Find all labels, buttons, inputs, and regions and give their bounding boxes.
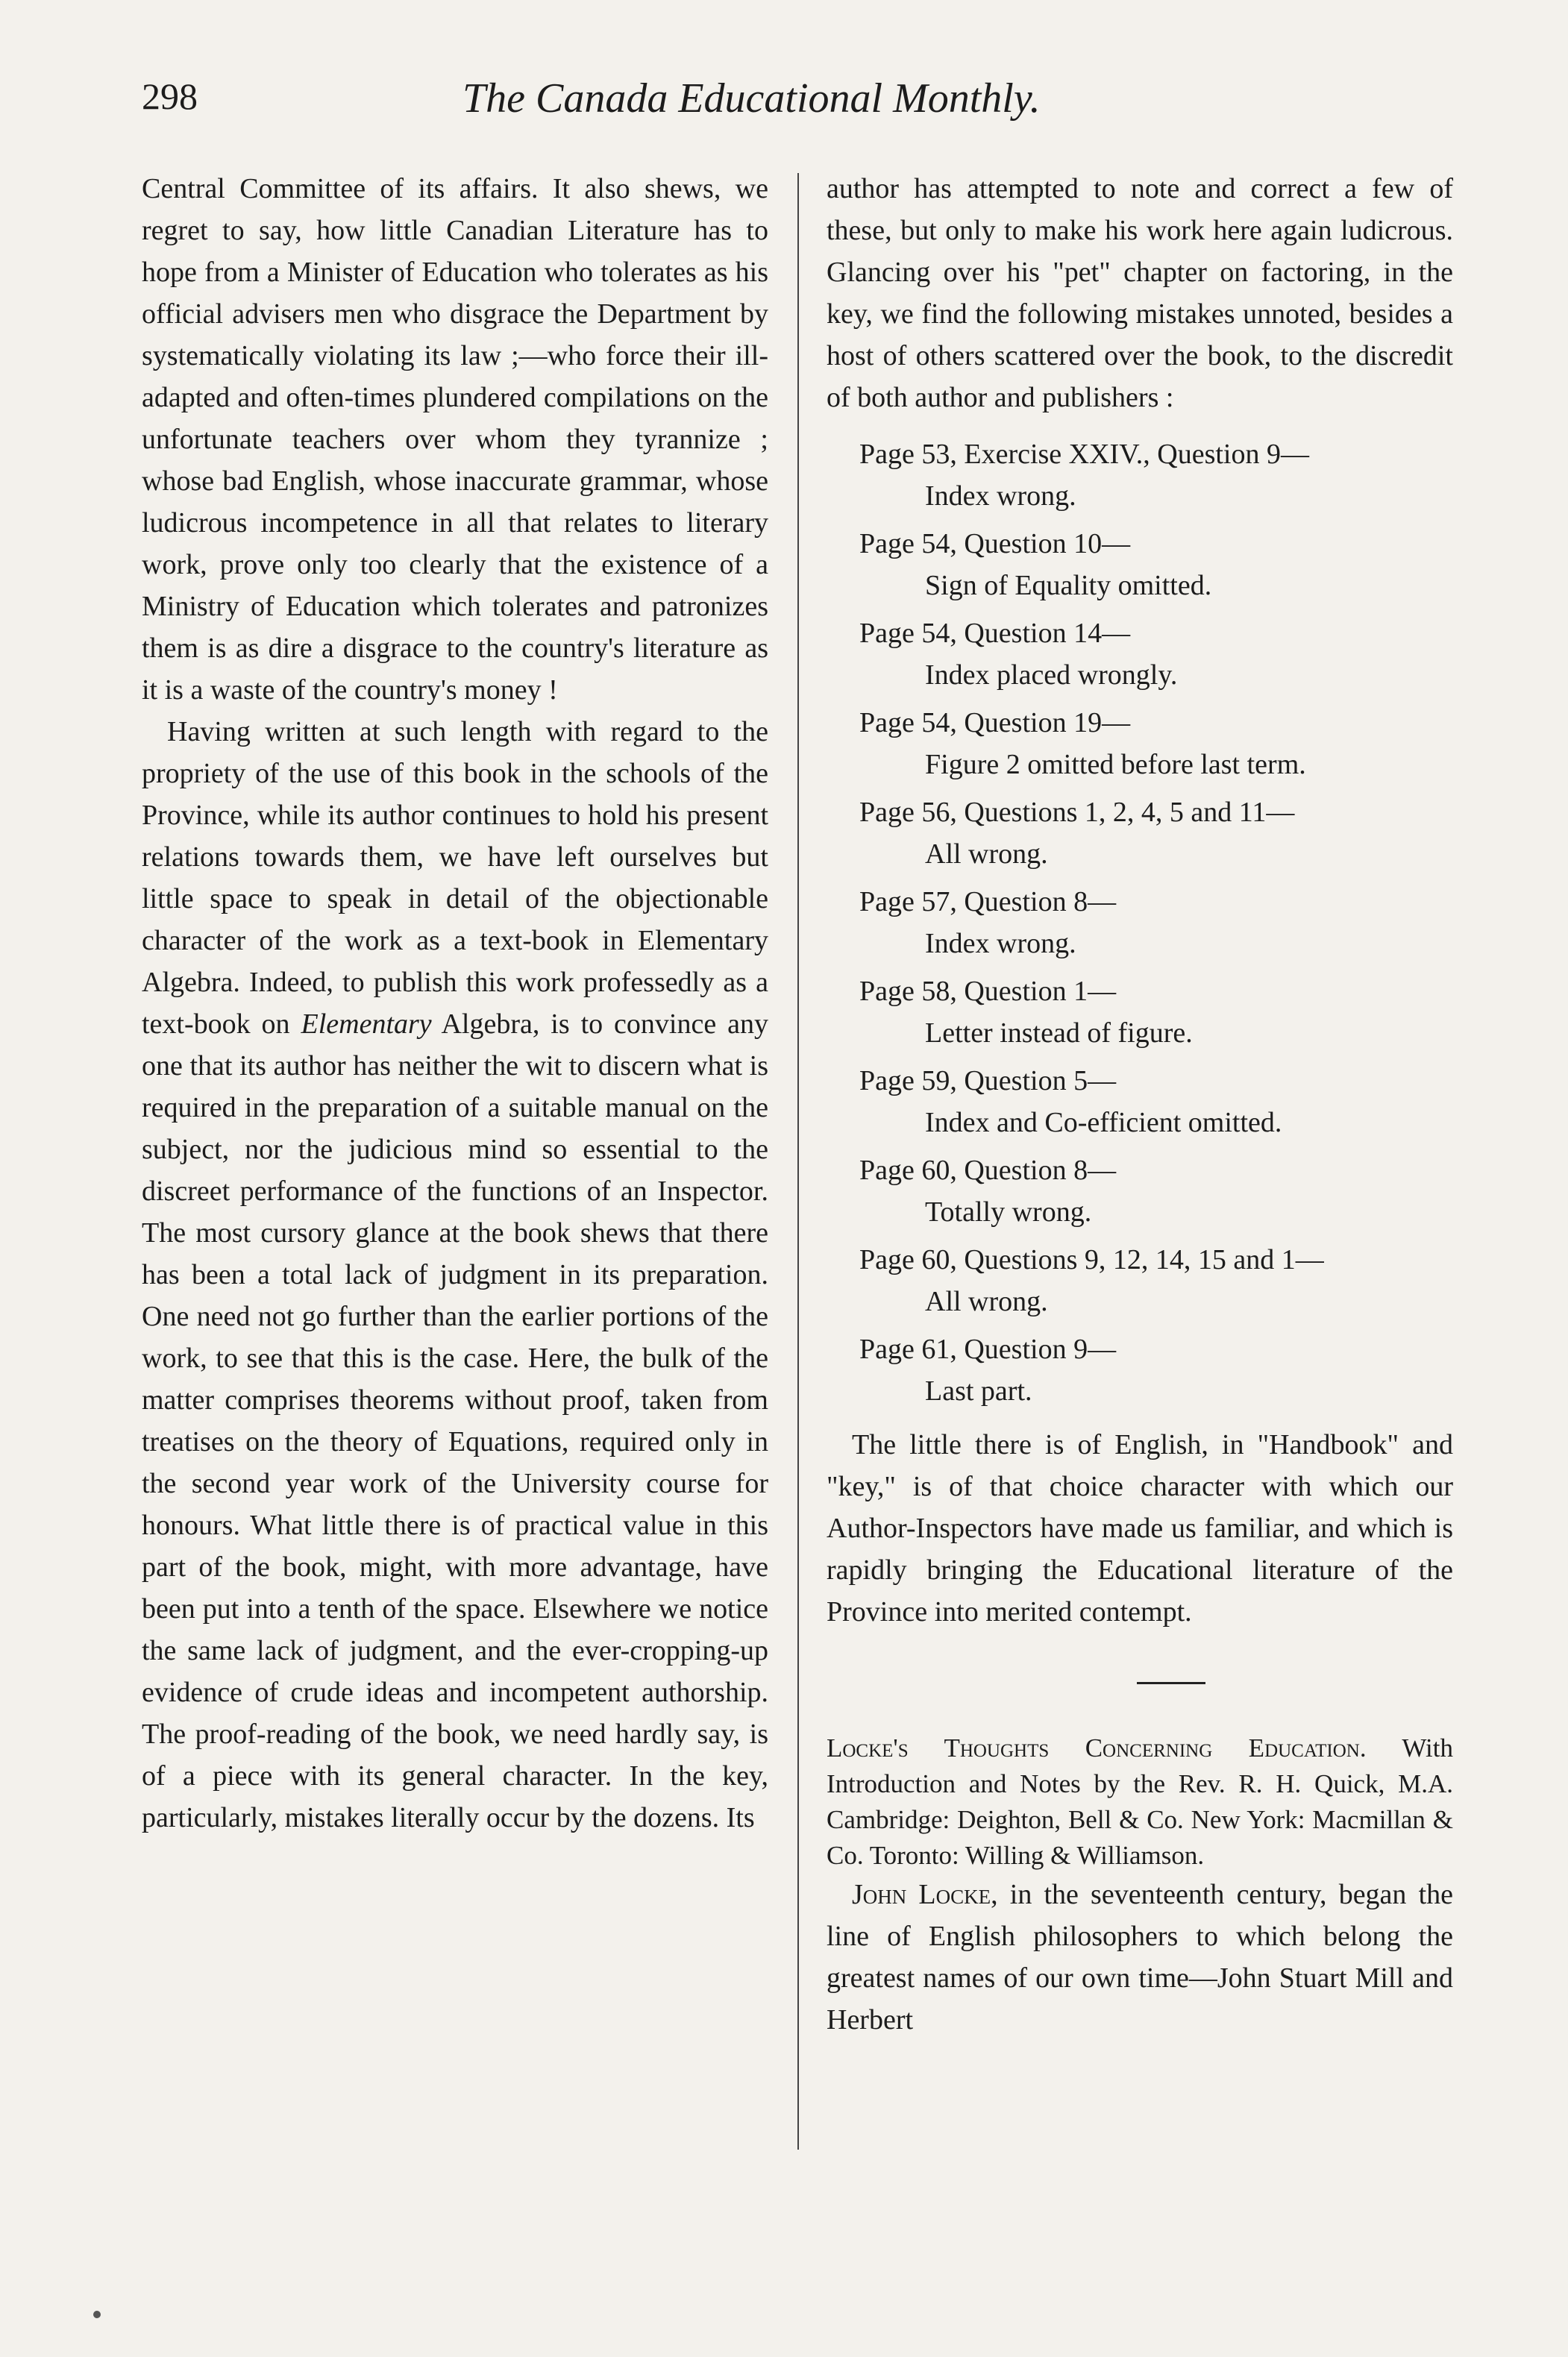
left-paragraph-2-start: Having written at such length with regard to the propriety of the use of this book in the schools of the Province, while its author continues to hold his present relations towards them, we have left ourselves but little space to speak in detail of the objectionable character of the work as a text-book in Elementary Algebra. Indeed, to publish this work professedly as a text-book on — [142, 716, 768, 1040]
running-title: The Canada Educational Monthly. — [462, 75, 1041, 122]
errata-description: Index and Co-efficient omitted. — [925, 1107, 1282, 1138]
errata-location: Page 56, Questions 1, 2, 4, 5 and 11— — [859, 797, 1295, 828]
right-paragraph-3-rest: in the seventeenth century, began the line of English philosophers to which belong the greatest names of our own time—John Stuart Mill and Herbert — [827, 1879, 1453, 2036]
errata-item — [827, 433, 1453, 517]
review-title: Locke's Thoughts Concerning Education. — [827, 1733, 1367, 1763]
errata-item — [827, 1060, 1453, 1143]
page-header — [142, 75, 1455, 134]
errata-list — [827, 433, 1453, 1412]
errata-description: Index wrong. — [925, 480, 1076, 512]
right-paragraph-3 — [827, 1874, 1453, 2041]
page-number: 298 — [142, 75, 198, 117]
errata-location: Page 60, Question 8— — [859, 1155, 1117, 1186]
errata-location: Page 59, Question 5— — [859, 1065, 1117, 1096]
errata-location: Page 58, Question 1— — [859, 976, 1117, 1007]
errata-description: Figure 2 omitted before last term. — [925, 749, 1306, 780]
left-column — [142, 168, 768, 1839]
errata-location: Page 61, Question 9— — [859, 1334, 1117, 1365]
errata-location: Page 60, Questions 9, 12, 14, 15 and 1— — [859, 1244, 1324, 1275]
errata-description: Letter instead of figure. — [925, 1017, 1193, 1049]
left-paragraph-2 — [142, 711, 768, 1839]
right-paragraph-2: The little there is of English, in "Handbook" and "key," is of that choice character with which our Author-Inspectors have made us familiar, and which is rapidly bringing the Educational literature of the Province into merited contempt. — [827, 1429, 1453, 1628]
section-separator-rule — [1137, 1682, 1205, 1684]
review-details: With Introduction and Notes by the Rev. R. H. Quick, M.A. Cambridge: Deighton, Bell & Co. New York: Macmillan & Co. Toronto: Willing & Williamson. — [827, 1733, 1453, 1870]
errata-description: Last part. — [925, 1375, 1032, 1407]
errata-item — [827, 523, 1453, 606]
column-divider — [797, 173, 799, 2150]
right-paragraph-1: author has attempted to note and correct a few of these, but only to make his work here again ludicrous. Glancing over his "pet" chapter on factoring, in the key, we find the following mistakes unnoted, besides a host of others scattered over the book, to the discredit of both author and publishers : — [827, 173, 1453, 413]
errata-item — [827, 702, 1453, 785]
errata-item — [827, 612, 1453, 696]
errata-description: Index placed wrongly. — [925, 659, 1178, 691]
errata-description: Totally wrong. — [925, 1196, 1092, 1228]
errata-location: Page 57, Question 8— — [859, 886, 1117, 917]
errata-description: Sign of Equality omitted. — [925, 570, 1212, 601]
errata-item — [827, 1328, 1453, 1412]
errata-description: All wrong. — [925, 1286, 1048, 1317]
errata-item — [827, 791, 1453, 875]
review-heading — [827, 1730, 1453, 1874]
stray-ink-dot — [93, 2311, 101, 2318]
errata-item — [827, 1149, 1453, 1233]
elementary-emphasis: Elementary — [301, 1008, 432, 1040]
right-column — [827, 168, 1453, 2041]
errata-description: All wrong. — [925, 838, 1048, 870]
john-locke-lead: John Locke, — [852, 1879, 998, 1910]
left-paragraph-1: Central Committee of its affairs. It also shews, we regret to say, how little Canadian Literature has to hope from a Minister of Education who tolerates as his official advisers men who disgrace the Department by systematically violating its law ;—who force their ill-adapted and often-times plundered compilations on the unfortunate teachers over whom they tyrannize ; whose bad English, whose inaccurate grammar, whose ludicrous incompetence in all that relates to literary work, prove only too clearly that the existence of a Ministry of Education which tolerates and patronizes them is as dire a disgrace to the country's literature as it is a waste of the country's money ! — [142, 173, 768, 706]
errata-item — [827, 970, 1453, 1054]
errata-location: Page 54, Question 10— — [859, 528, 1131, 559]
left-paragraph-2-end: Algebra, is to convince any one that its author has neither the wit to discern what is required in the preparation of a suitable manual on the subject, nor the judicious mind so essential to the discreet performance of the functions of an Inspector. The most cursory glance at the book shews that there has been a total lack of judgment in its preparation. One need not go further than the earlier portions of the work, to see that this is the case. Here, the bulk of the matter comprises theorems without proof, taken from treatises on the theory of Equations, required only in the second year work of the University course for honours. What little there is of practical value in this part of the book, might, with more advantage, have been put into a tenth of the space. Elsewhere we notice the same lack of judgment, and the ever-cropping-up evidence of crude ideas and incompetent authorship. The proof-reading of the book, we need hardly say, is of a piece with its general character. In the key, particularly, mistakes literally occur by the dozens. Its — [142, 1008, 769, 1833]
errata-location: Page 54, Question 14— — [859, 618, 1131, 649]
errata-location: Page 53, Exercise XXIV., Question 9— — [859, 439, 1309, 470]
errata-item — [827, 881, 1453, 964]
errata-location: Page 54, Question 19— — [859, 707, 1131, 738]
errata-description: Index wrong. — [925, 928, 1076, 959]
errata-item — [827, 1239, 1453, 1322]
